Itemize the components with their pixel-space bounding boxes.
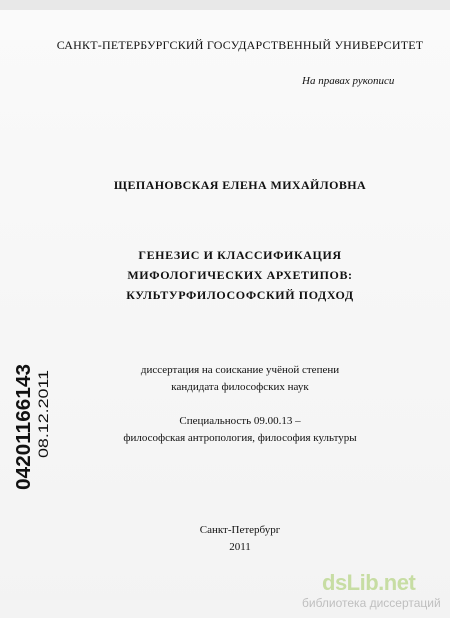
- place-and-year: [40, 522, 440, 556]
- university-name: САНКТ-ПЕТЕРБУРГСКИЙ ГОСУДАРСТВЕННЫЙ УНИВЕРСИТЕТ: [56, 38, 424, 52]
- specialty-line-2: философская антропология, философия культуры: [123, 432, 357, 444]
- watermark-caption: библиотека диссертаций: [302, 596, 441, 610]
- title-line-1: ГЕНЕЗИС И КЛАССИФИКАЦИЯ: [138, 248, 342, 262]
- dslib-watermark: [302, 570, 450, 618]
- degree-statement: [40, 362, 440, 396]
- stamp-date: 08.12.2011: [35, 388, 51, 458]
- specialty-statement: [40, 413, 440, 447]
- degree-line-1: диссертация на соискание учёной степени: [140, 364, 340, 376]
- watermark-brand: dsLib.net: [322, 570, 416, 595]
- specialty-line-1: Специальность 09.00.13 –: [179, 415, 301, 427]
- author-name: ЩЕПАНОВСКАЯ ЕЛЕНА МИХАЙЛОВНА: [113, 178, 367, 192]
- title-line-3: КУЛЬТУРФИЛОСОФСКИЙ ПОДХОД: [126, 288, 354, 302]
- degree-line-2: кандидата философских наук: [171, 381, 309, 393]
- dissertation-title: [40, 245, 440, 305]
- manuscript-rights-note: На правах рукописи: [302, 75, 395, 87]
- city: Санкт-Петербург: [199, 524, 281, 536]
- scan-top-edge: [0, 0, 450, 10]
- title-line-2: МИФОЛОГИЧЕСКИХ АРХЕТИПОВ:: [127, 268, 353, 282]
- year: 2011: [229, 541, 251, 553]
- stamp-number: 04201166143: [13, 368, 35, 490]
- library-stamp: [0, 362, 60, 492]
